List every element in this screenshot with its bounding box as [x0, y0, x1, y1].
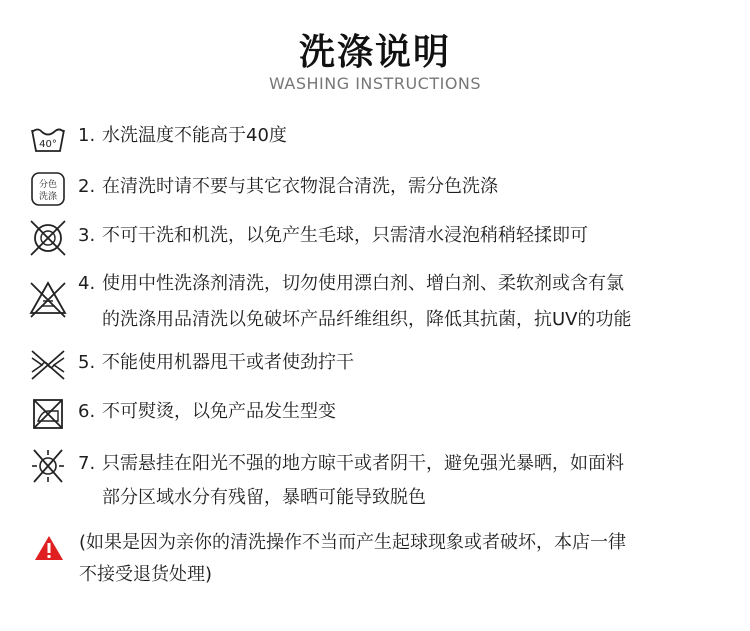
item-text: 在清洗时请不要与其它衣物混合清洗，需分色洗涤 — [102, 176, 498, 197]
page-title: 洗涤说明 — [298, 32, 451, 73]
icon-label-top: 分色 — [38, 180, 58, 190]
wash-temp-label: 40° — [39, 139, 57, 150]
item-text: 水洗温度不能高于40度 — [102, 125, 287, 146]
note-text-line-1: (如果是因为亲你的清洗操作不当而产生起球现象或者破坏，本店一律 — [79, 532, 627, 553]
wash-40-icon — [26, 118, 70, 158]
no-dry-clean-icon — [26, 218, 70, 258]
page-subtitle: WASHING INSTRUCTIONS — [268, 74, 482, 93]
item-text-line-2: 部分区域水分有残留，暴晒可能导致脱色 — [102, 487, 426, 508]
item-number: 2. — [78, 176, 96, 197]
item-number: 4. — [78, 273, 96, 294]
item-text: 不可熨烫，以免产品发生型变 — [102, 401, 336, 422]
item-text-line-2: 的洗涤用品清洗以免破坏产品纤维组织，降低其抗菌，抗UV的功能 — [102, 309, 632, 330]
item-number: 3. — [78, 225, 96, 246]
no-iron-icon — [26, 394, 70, 434]
item-number: 7. — [78, 453, 96, 474]
item-text-line-1: 使用中性洗涤剂清洗，切勿使用漂白剂、增白剂、柔软剂或含有氯 — [102, 273, 624, 294]
no-bleach-icon — [26, 278, 70, 318]
warning-icon — [34, 535, 64, 561]
item-number: 5. — [78, 352, 96, 373]
item-text-line-1: 只需悬挂在阳光不强的地方晾干或者阴干，避免强光暴晒，如面料 — [102, 453, 624, 474]
item-number: 1. — [78, 125, 96, 146]
separate-color-icon — [26, 169, 70, 209]
no-wring-icon — [26, 345, 70, 385]
item-text: 不可干洗和机洗，以免产生毛球，只需清水浸泡稍稍轻揉即可 — [102, 225, 588, 246]
icon-label-bottom: 洗涤 — [38, 192, 58, 202]
no-sun-icon — [26, 446, 70, 486]
item-number: 6. — [78, 401, 96, 422]
note-text-line-2: 不接受退货处理) — [79, 564, 213, 585]
item-text: 不能使用机器甩干或者使劲拧干 — [102, 352, 354, 373]
